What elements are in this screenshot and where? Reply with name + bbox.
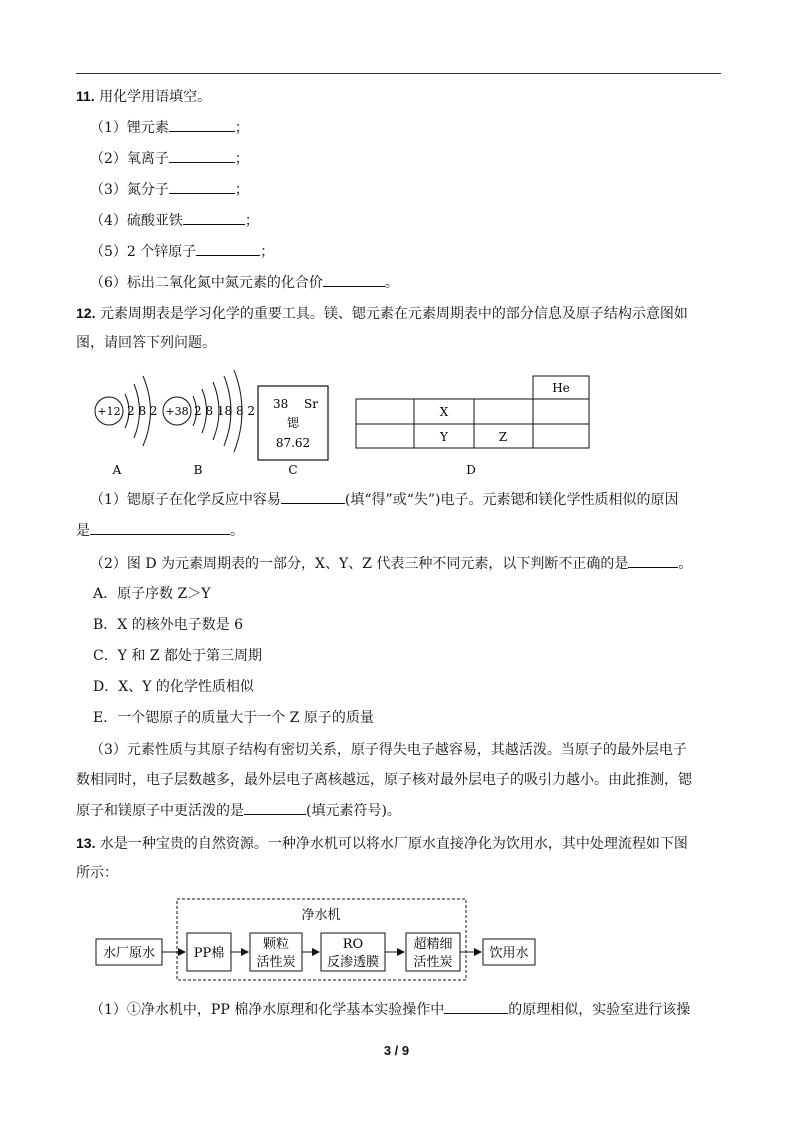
- mg-shell-electrons: 2 8 2: [127, 404, 158, 418]
- ro-label-2: 反渗透膜: [326, 955, 380, 970]
- machine-label: 净水机: [301, 908, 341, 923]
- caption-d: D: [466, 463, 476, 477]
- pp-label: PP棉: [193, 946, 225, 961]
- answer-blank[interactable]: [169, 148, 235, 163]
- option-a[interactable]: A．原子序数 Z＞Y: [93, 586, 211, 602]
- q11-item-label: （1）锂元素: [90, 120, 169, 136]
- sr-atomic-number: 38: [273, 397, 289, 411]
- he-label: He: [552, 381, 570, 395]
- q12-part2: [90, 553, 692, 574]
- q11-item-label: （6）标出二氧化氮中氮元素的化合价: [90, 275, 323, 291]
- caption-c: C: [288, 463, 298, 477]
- answer-blank[interactable]: [628, 553, 678, 568]
- q11-item-4: [90, 210, 259, 231]
- q12-text-cont: 图，请回答下列问题。: [76, 335, 216, 351]
- q12-part2-text: （2）图 D 为元素周期表的一部分，X、Y、Z 代表三种不同元素，以下判断不正确的是: [90, 556, 629, 572]
- mg-atom-diagram: [95, 376, 158, 446]
- option-d[interactable]: D．X、Y 的化学性质相似: [93, 679, 254, 695]
- q12-part3-text-cont: (填元素符号)。: [306, 803, 401, 819]
- q13-intro-line2: 所示：: [76, 865, 118, 881]
- answer-blank[interactable]: [196, 241, 260, 256]
- q12-part3-line1: （3）元素性质与其原子结构有密切关系，原子得失电子越容易，其越活泼。当原子的最外层电子: [90, 742, 687, 758]
- q13-text: 水是一种宝贵的自然资源。一种净水机可以将水厂原水直接净化为饮用水，其中处理流程如下图: [99, 836, 688, 852]
- q12-intro-line1: [76, 303, 688, 324]
- caption-a: A: [112, 463, 122, 477]
- ro-label-1: RO: [342, 937, 364, 952]
- q11-item-punct: ；: [244, 213, 259, 229]
- header-rule: [76, 73, 721, 74]
- granular-label-1: 颗粒: [262, 937, 290, 952]
- q11-item-6: [90, 272, 399, 293]
- q11-item-label: （3）氮分子: [90, 182, 169, 198]
- q11-title: [76, 86, 211, 107]
- q11-item-punct: ；: [260, 244, 275, 260]
- caption-b: B: [193, 463, 203, 477]
- q13-number: 13.: [76, 835, 96, 851]
- q11-item-label: （4）硫酸亚铁: [90, 213, 183, 229]
- q12-intro-line2: [76, 333, 216, 353]
- q11-item-2: [90, 148, 249, 169]
- q11-number: 11.: [76, 88, 95, 104]
- q12-part1-line1: [90, 489, 678, 510]
- sr-name: 锶: [286, 416, 300, 430]
- purification-flowchart: [0, 890, 793, 990]
- ultra-label-2: 活性炭: [413, 955, 453, 970]
- q12-figure: [0, 360, 793, 480]
- answer-blank[interactable]: [183, 210, 245, 225]
- answer-blank[interactable]: [90, 520, 230, 535]
- q11-item-punct: ；: [234, 182, 249, 198]
- granular-label-2: 活性炭: [256, 955, 296, 970]
- q11-text: 用化学用语填空。: [99, 89, 212, 105]
- sr-symbol: Sr: [304, 397, 318, 411]
- answer-blank[interactable]: [244, 800, 306, 815]
- periodic-table-fragment: [356, 376, 589, 448]
- q11-item-3: [90, 179, 249, 200]
- q13-part1: [90, 999, 690, 1020]
- q13-part1-text-cont: 的原理相似，实验室进行该操: [508, 1002, 691, 1018]
- x-label: X: [439, 405, 449, 419]
- sr-atom-diagram: [163, 370, 255, 452]
- option-e[interactable]: E．一个锶原子的质量大于一个 Z 原子的质量: [93, 710, 374, 726]
- output-label: 饮用水: [489, 946, 529, 961]
- z-label: Z: [498, 430, 508, 444]
- q12-number: 12.: [76, 305, 96, 321]
- answer-blank[interactable]: [444, 999, 508, 1014]
- q12-part1-text: （1）锶原子在化学反应中容易: [90, 492, 281, 508]
- q13-intro-line1: [76, 833, 688, 854]
- sr-shell-electrons: 2 8 18 8 2: [194, 404, 256, 418]
- q12-part1-text-cont: (填“得”或“失”)电子。元素锶和镁化学性质相似的原因: [344, 492, 679, 508]
- q12-part3-line2: 数相同时，电子层数越多，最外层电子离核越远，原子核对最外层电子的吸引力越小。由此推测，锶: [76, 772, 692, 788]
- sr-element-cell: [258, 386, 328, 460]
- y-label: Y: [440, 430, 448, 444]
- q11-item-5: [90, 241, 274, 262]
- q12-part1-line2: [76, 520, 244, 541]
- q11-item-punct: ；: [234, 151, 249, 167]
- q12-part3-text: 原子和镁原子中更活泼的是: [76, 803, 244, 819]
- q12-part3-line3: [76, 800, 401, 821]
- q11-item-punct: ；: [234, 120, 249, 136]
- ultra-label-1: 超精细: [413, 937, 453, 952]
- answer-blank[interactable]: [323, 272, 385, 287]
- option-c[interactable]: C．Y 和 Z 都处于第三周期: [93, 648, 263, 664]
- q11-item-label: （5）2 个锌原子: [90, 244, 197, 260]
- answer-blank[interactable]: [281, 489, 345, 504]
- q12-part1-punct: 。: [230, 523, 244, 539]
- q12-text: 元素周期表是学习化学的重要工具。镁、锶元素在元素周期表中的部分信息及原子结构示意图如: [99, 306, 688, 322]
- option-b[interactable]: B．X 的核外电子数是 6: [93, 617, 244, 633]
- q12-part2-punct: 。: [678, 556, 693, 572]
- source-label: 水厂原水: [102, 946, 156, 961]
- q13-part1-text: （1）①净水机中，PP 棉净水原理和化学基本实验操作中: [90, 1002, 445, 1018]
- q11-item-label: （2）氧离子: [90, 151, 169, 167]
- q11-item-1: [90, 117, 249, 138]
- sr-nucleus-label: +38: [165, 405, 189, 418]
- page-number: 3 / 9: [383, 1043, 410, 1058]
- q12-part1-text-cont: 是: [76, 523, 90, 539]
- sr-atomic-mass: 87.62: [275, 436, 311, 450]
- mg-nucleus-label: +12: [97, 405, 121, 418]
- q11-item-punct: 。: [384, 275, 399, 291]
- answer-blank[interactable]: [169, 179, 235, 194]
- answer-blank[interactable]: [169, 117, 235, 132]
